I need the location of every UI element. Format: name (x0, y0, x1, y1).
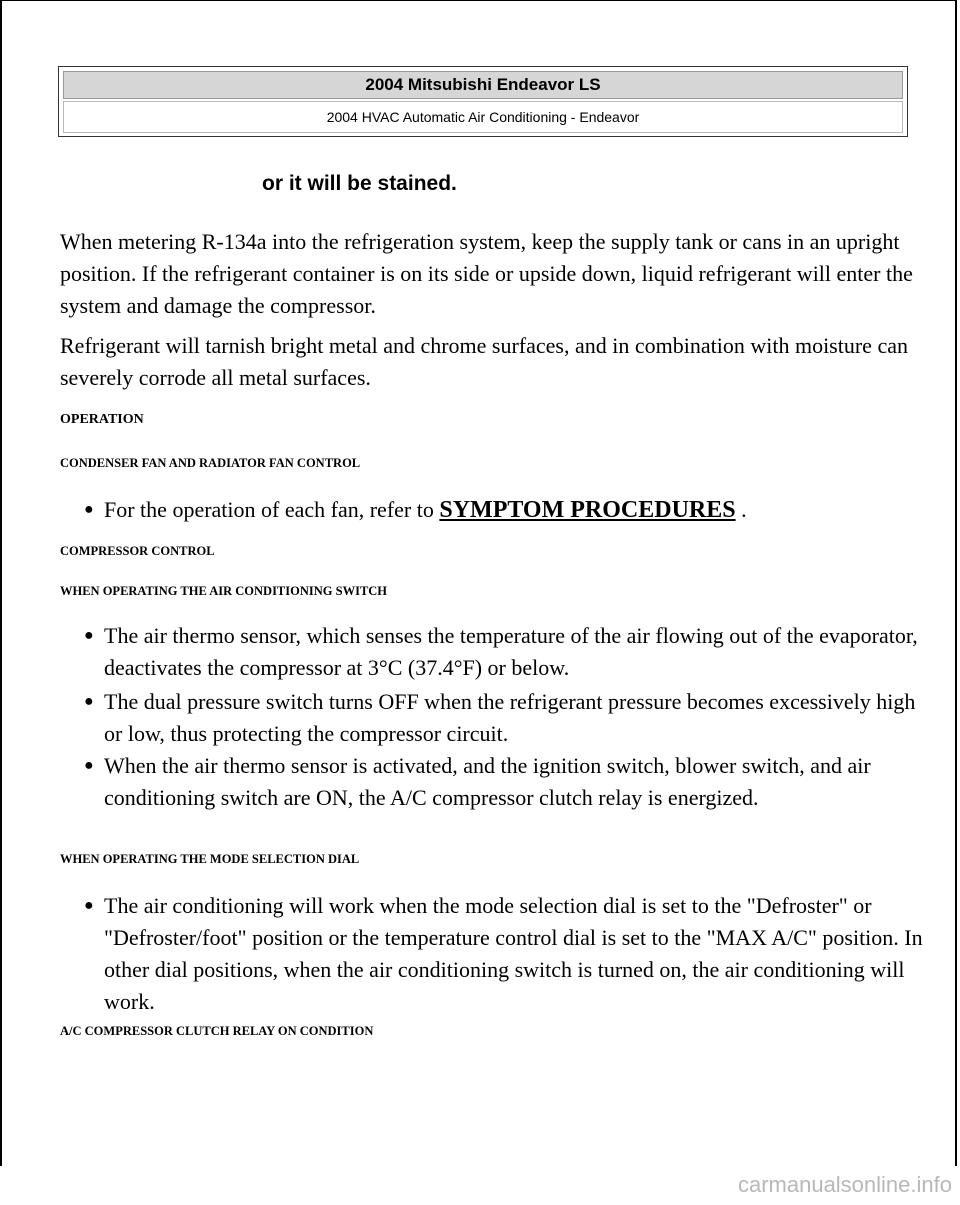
metering-paragraph: When metering R-134a into the refrigeration system, keep the supply tank or cans in an upright position. If the refrigerant container is on its side or upside down, liquid refrigerant will enter the system and damage the compressor. (60, 229, 913, 318)
ac-switch-heading: WHEN OPERATING THE AIR CONDITIONING SWITCH (60, 584, 388, 598)
bullet-icon: ● (84, 757, 94, 774)
condenser-bullet-suffix: . (735, 497, 747, 522)
relay-on-condition-heading: A/C COMPRESSOR CLUTCH RELAY ON CONDITION (60, 1024, 374, 1038)
header-title: 2004 Mitsubishi Endeavor LS (63, 71, 903, 99)
list-item (84, 750, 924, 814)
header-subtitle: 2004 HVAC Automatic Air Conditioning - Endeavor (63, 101, 903, 133)
ac-switch-bullet-text: The dual pressure switch turns OFF when the refrigerant pressure becomes excessively high or low, thus protecting the compressor circuit. (104, 689, 916, 746)
bullet-icon: ● (84, 501, 94, 518)
mode-dial-heading: WHEN OPERATING THE MODE SELECTION DIAL (60, 852, 360, 866)
list-item (84, 620, 924, 684)
continued-caution-text: or it will be stained. (262, 172, 457, 195)
list-item (84, 686, 924, 750)
bullet-icon: ● (84, 627, 94, 644)
watermark-text: carmanualsonline.info (737, 1172, 952, 1197)
document-header (58, 66, 908, 137)
bullet-icon: ● (84, 897, 94, 914)
ac-switch-bullet-text: When the air thermo sensor is activated, and the ignition switch, blower switch, and air conditioning switch are ON, the A/C compressor clutch relay is energized. (104, 753, 871, 810)
operation-heading: OPERATION (60, 412, 144, 427)
tarnish-paragraph: Refrigerant will tarnish bright metal and chrome surfaces, and in combination with moisture can severely corrode all metal surfaces. (60, 333, 908, 390)
list-item (84, 890, 924, 1018)
ac-switch-bullet-text: The air thermo sensor, which senses the temperature of the air flowing out of the evaporator, deactivates the compressor at 3°C (37.4°F) or below. (104, 623, 918, 680)
compressor-control-heading: COMPRESSOR CONTROL (60, 544, 215, 558)
list-item (84, 494, 924, 526)
condenser-bullet-text: For the operation of each fan, refer to (104, 497, 434, 522)
bullet-icon: ● (84, 693, 94, 710)
condenser-fan-heading: CONDENSER FAN AND RADIATOR FAN CONTROL (60, 456, 361, 470)
mode-dial-bullet-text: The air conditioning will work when the mode selection dial is set to the "Defroster" or "Defroster/foot" position or the temperature control dial is set to the "MAX A/C" position. In other dial positions, when the air conditioning switch is turned on, the air conditioning will work. (104, 893, 923, 1014)
symptom-procedures-link[interactable]: SYMPTOM PROCEDURES (439, 497, 736, 523)
